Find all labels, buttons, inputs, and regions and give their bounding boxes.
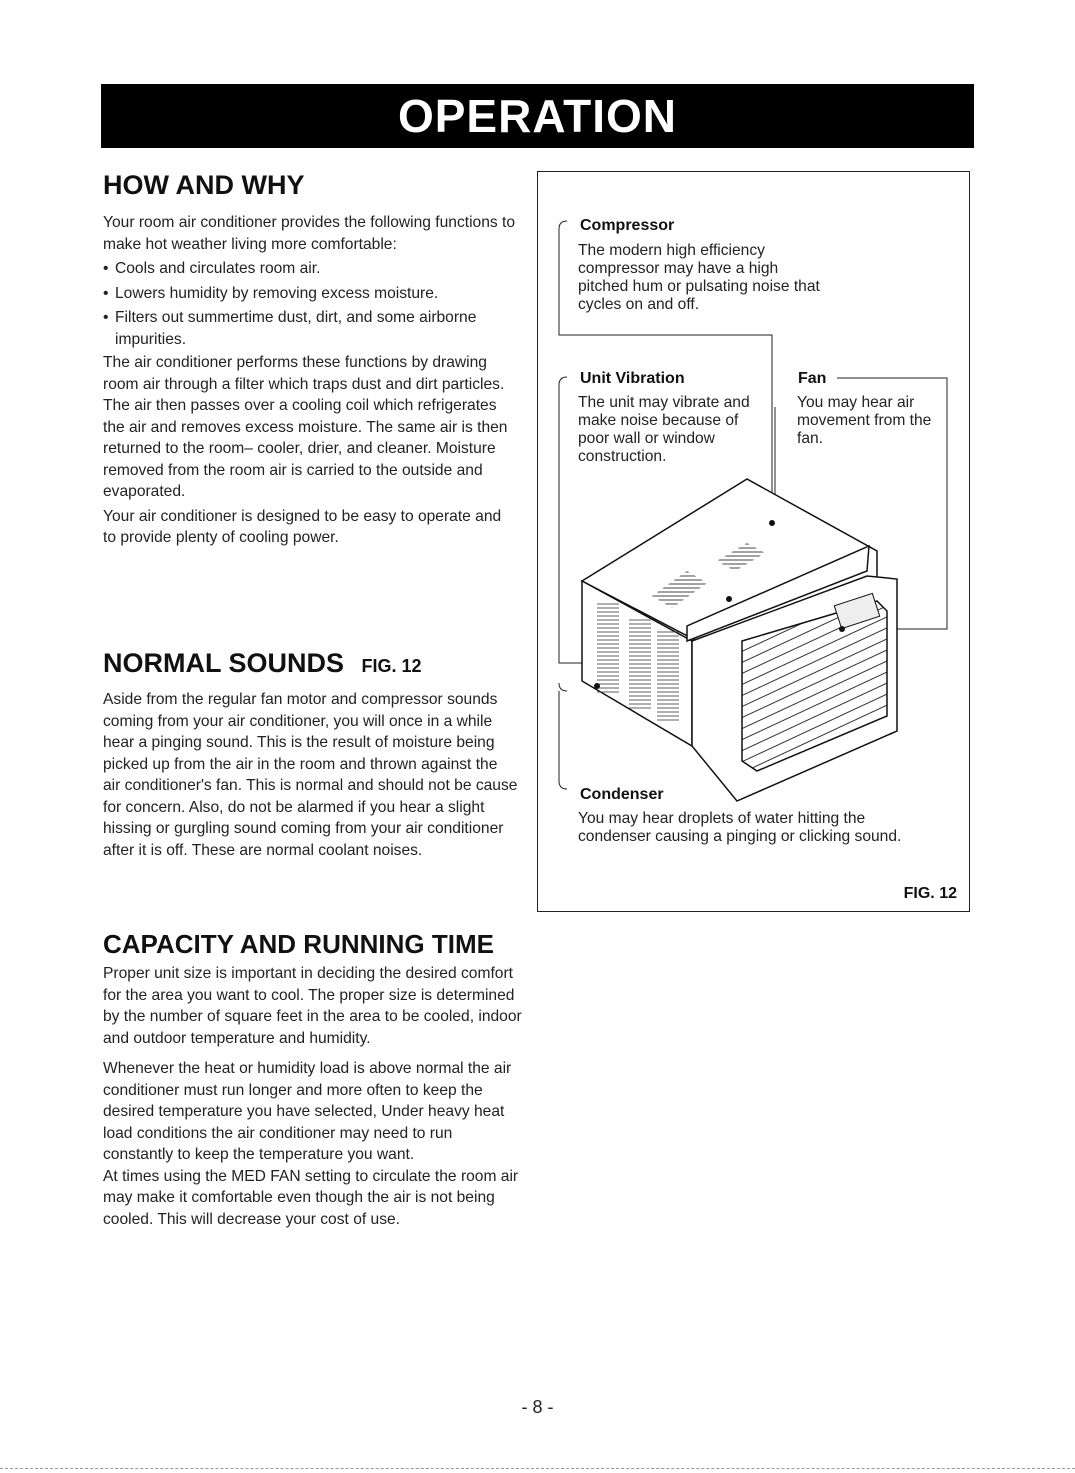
compressor-text: The modern high efficiency compressor may have a high pitched hum or pulsating noise that cycles on and off. <box>578 242 820 313</box>
compressor-label: Compressor <box>580 217 675 234</box>
fan-text: You may hear air movement from the fan. <box>797 394 932 447</box>
unit-vibration-label: Unit Vibration <box>580 370 685 387</box>
capacity-paragraph: Whenever the heat or humidity load is above normal the air conditioner must run longer and more often to keep the desired temperature you have selected, Under heavy heat load conditions the air conditioner may need to run constantly to keep the temperature you want. <box>103 1060 512 1163</box>
fan-label: Fan <box>798 370 827 387</box>
capacity-section <box>103 928 523 1230</box>
unit-vibration-text: The unit may vibrate and make noise because of poor wall or window construction. <box>578 394 750 465</box>
figure-reference: FIG. 12 <box>361 656 422 676</box>
normal-sounds-section <box>103 646 518 861</box>
bullet-item: • Lowers humidity by removing excess moisture. <box>103 284 439 302</box>
normal-sounds-heading: NORMAL SOUNDS FIG. 12 <box>103 648 422 678</box>
side-vent <box>597 603 619 693</box>
capacity-heading: CAPACITY AND RUNNING TIME <box>103 929 494 959</box>
page-bottom-rule <box>0 1468 1075 1469</box>
section-title: OPERATION <box>397 90 678 142</box>
condenser-label: Condenser <box>580 786 664 803</box>
how-and-why-heading: HOW AND WHY <box>103 170 305 200</box>
how-and-why-paragraph: The air conditioner performs these functions by drawing room air through a filter which traps dust and dirt particles. The air then passes over a cooling coil which refrigerates the air and removes excess moisture. The same air is then returned to the room– cooler, drier, and cleaner. Moisture removed from the room air is carried to the outside and evaporated. <box>103 354 508 500</box>
normal-sounds-text: Aside from the regular fan motor and compressor sounds coming from your air conditioner, you will once in a while hear a pinging sound. This is the result of moisture being picked up from the air in the room and thrown against the air conditioner's fan. This is normal and should not be cause for concern. Also, do not be alarmed if you hear a slight hissing or gurgling sound coming from your air conditioner after it is off. These are normal coolant noises. <box>103 691 518 859</box>
capacity-paragraph: Proper unit size is important in deciding the desired comfort for the area you want to cool. The proper size is determined by the number of square feet in the area to be cooled, indoor and outdoor temperature and humidity. <box>103 965 522 1047</box>
figure-caption: FIG. 12 <box>903 885 957 902</box>
bullet-item: • Cools and circulates room air. <box>103 260 321 277</box>
section-banner <box>101 84 974 148</box>
how-and-why-intro: Your room air conditioner provides the following functions to make hot weather living more comfortable: <box>103 214 516 253</box>
how-and-why-paragraph: Your air conditioner is designed to be easy to operate and to provide plenty of cooling power. <box>103 507 502 546</box>
bullet-item: • Filters out summertime dust, dirt, and some airborne impurities. <box>103 309 477 348</box>
page-number: - 8 - <box>521 1397 554 1417</box>
condenser-text: You may hear droplets of water hitting the condenser causing a pinging or clicking sound. <box>578 810 902 845</box>
side-vent <box>629 619 651 711</box>
figure-12 <box>537 171 970 912</box>
how-and-why-section <box>103 170 518 549</box>
capacity-paragraph: At times using the MED FAN setting to circulate the room air may make it comfortable even though the air is not being cooled. This will decrease your cost of use. <box>103 1167 519 1228</box>
side-vent <box>657 631 679 723</box>
